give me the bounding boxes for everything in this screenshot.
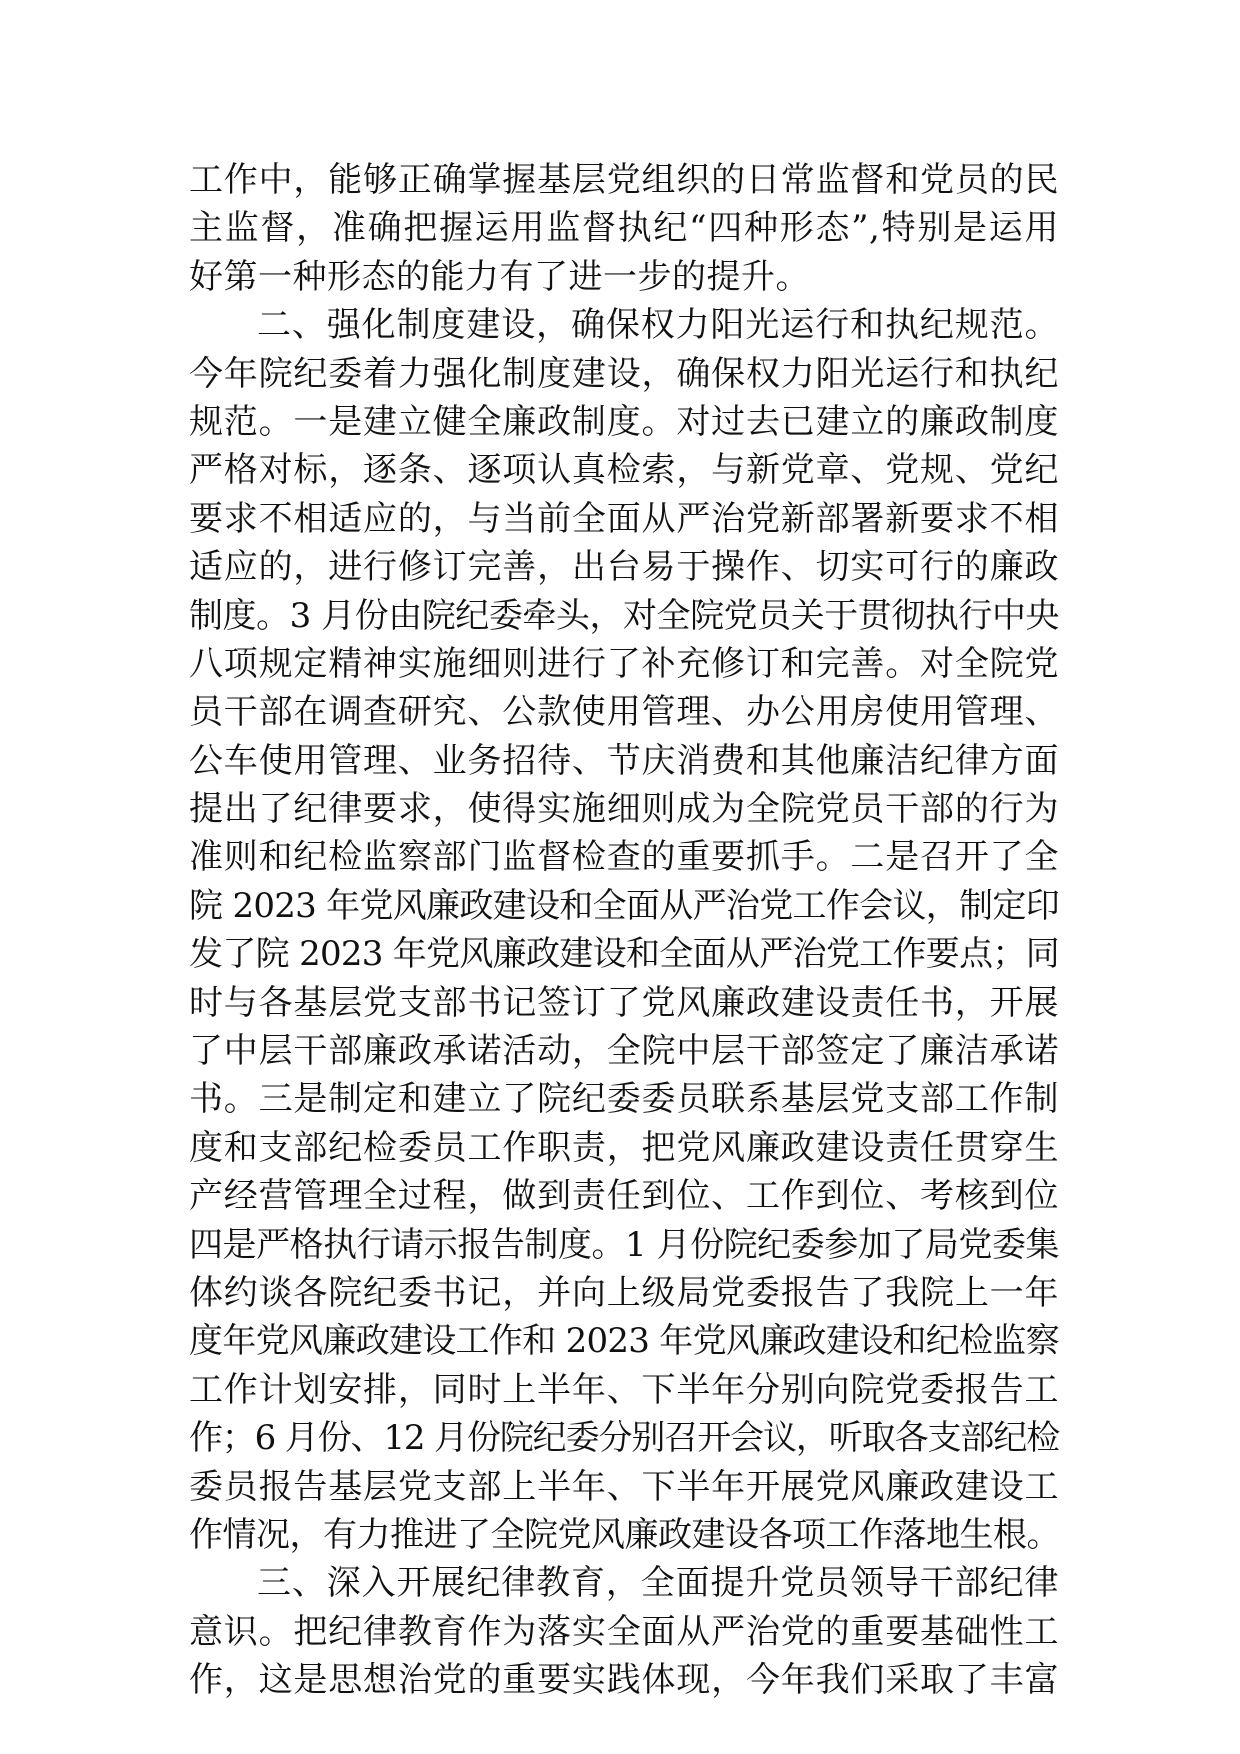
text-line: 作情况，有力推进了全院党风廉政建设各项工作落地生根。: [189, 1514, 1060, 1555]
text-line: 公车使用管理、业务招待、节庆消费和其他廉洁纪律方面: [189, 740, 1059, 781]
text-line: 度年党风廉政建设工作和 2023 年党风廉政建设和纪检监察: [189, 1321, 1059, 1362]
body-text: [189, 156, 1059, 1705]
text-line: 制度。3 月份由院纪委牵头，对全院党员关于贯彻执行中央: [189, 595, 1060, 636]
text-line: 委员报告基层党支部上半年、下半年开展党风廉政建设工: [189, 1466, 1059, 1507]
text-line: 度和支部纪检委员工作职责，把党风廉政建设责任贯穿生: [189, 1127, 1059, 1168]
text-line: 意识。把纪律教育作为落实全面从严治党的重要基础性工: [189, 1611, 1059, 1652]
text-line: 书。三是制定和建立了院纪委委员联系基层党支部工作制: [189, 1079, 1059, 1120]
section-heading-line: 三、深入开展纪律教育，全面提升党员领导干部纪律: [257, 1563, 1059, 1604]
text-line: 八项规定精神实施细则进行了补充修订和完善。对全院党: [189, 643, 1059, 684]
text-line: 员干部在调查研究、公款使用管理、办公用房使用管理、: [189, 692, 1059, 733]
text-line: 四是严格执行请示报告制度。1 月份院纪委参加了局党委集: [189, 1224, 1059, 1265]
text-line: 时与各基层党支部书记签订了党风廉政建设责任书，开展: [189, 982, 1059, 1023]
text-line: 准则和纪检监察部门监督检查的重要抓手。二是召开了全: [189, 837, 1059, 878]
text-line: 主监督，准确把握运用监督执纪“四种形态”,特别是运用: [189, 208, 1059, 249]
section-heading-line: 二、强化制度建设，确保权力阳光运行和执纪规范。: [257, 305, 1059, 346]
text-line: 适应的，进行修订完善，出台易于操作、切实可行的廉政: [189, 547, 1059, 588]
text-line: 提出了纪律要求，使得实施细则成为全院党员干部的行为: [189, 789, 1059, 830]
text-line: 了中层干部廉政承诺活动，全院中层干部签定了廉洁承诺: [189, 1031, 1059, 1072]
text-line: 好第一种形态的能力有了进一步的提升。: [189, 256, 810, 297]
text-line: 今年院纪委着力强化制度建设，确保权力阳光运行和执纪: [189, 353, 1059, 394]
text-line: 院 2023 年党风廉政建设和全面从严治党工作会议，制定印: [189, 885, 1059, 926]
text-line: 作；6 月份、12 月份院纪委分别召开会议，听取各支部纪检: [189, 1418, 1059, 1459]
text-line: 发了院 2023 年党风廉政建设和全面从严治党工作要点；同: [189, 934, 1059, 975]
text-line: 要求不相适应的，与当前全面从严治党新部署新要求不相: [189, 498, 1059, 539]
text-line: 严格对标，逐条、逐项认真检索，与新党章、党规、党纪: [189, 450, 1059, 491]
text-line: 规范。一是建立健全廉政制度。对过去已建立的廉政制度: [189, 401, 1059, 442]
text-line: 工作计划安排，同时上半年、下半年分别向院党委报告工: [189, 1369, 1059, 1410]
text-line: 工作中，能够正确掌握基层党组织的日常监督和党员的民: [189, 160, 1059, 200]
text-line: 体约谈各院纪委书记，并向上级局党委报告了我院上一年: [189, 1272, 1059, 1313]
text-line: 产经营管理全过程，做到责任到位、工作到位、考核到位: [189, 1176, 1059, 1217]
text-line: 作，这是思想治党的重要实践体现，今年我们采取了丰富: [189, 1660, 1059, 1701]
